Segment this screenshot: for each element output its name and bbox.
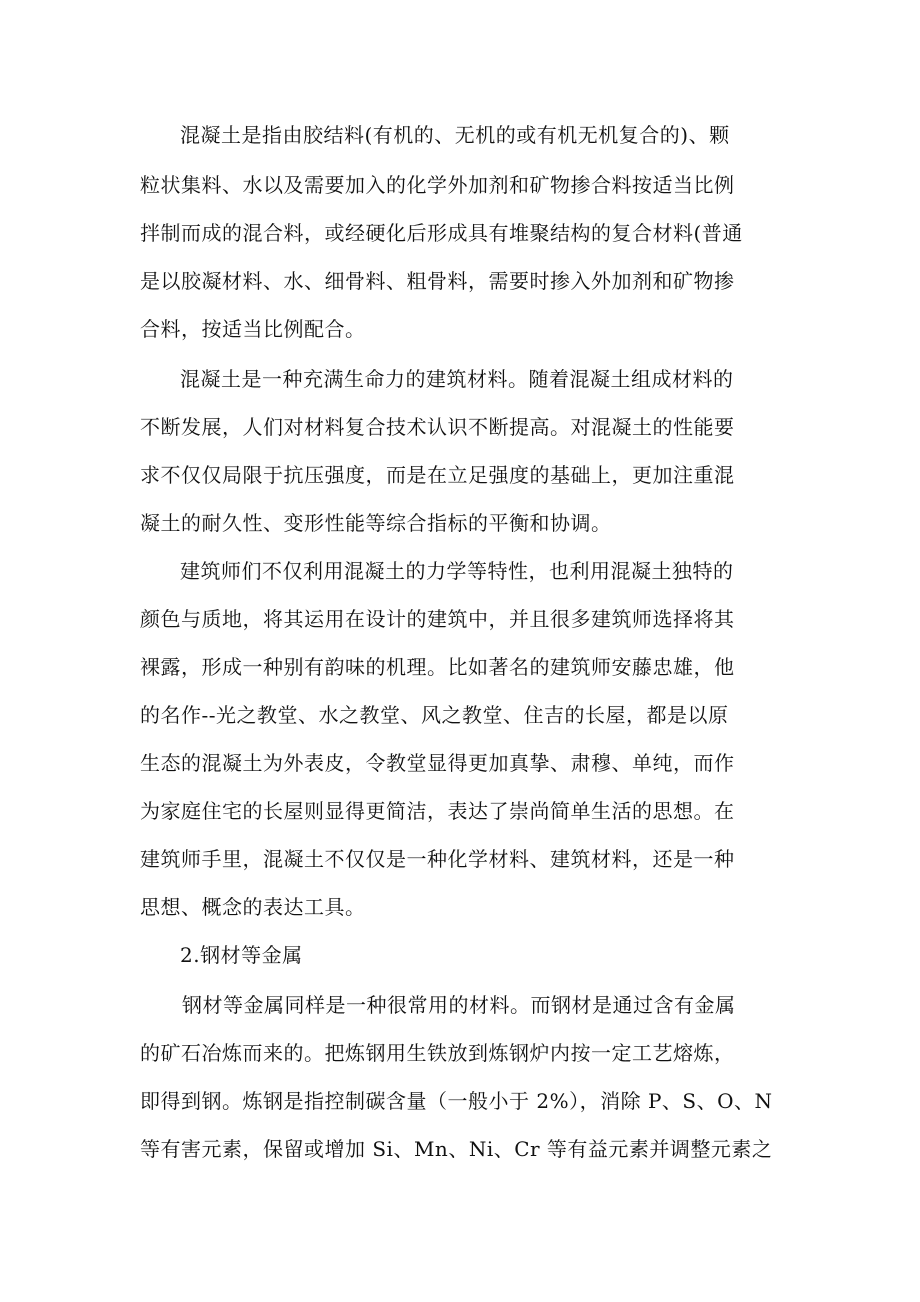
paragraph-4-line-4: 等有害元素，保留或增加 Si、Mn、Ni、Cr 等有益元素并调整元素之 xyxy=(140,1137,773,1161)
paragraph-1-line-5: 合料，按适当比例配合。 xyxy=(140,317,366,341)
paragraph-3-line-5: 生态的混凝土为外表皮，令教堂显得更加真挚、肃穆、单纯，而作 xyxy=(140,751,735,775)
paragraph-3-line-4: 的名作--光之教堂、水之教堂、风之教堂、住吉的长屋，都是以原 xyxy=(140,703,729,727)
paragraph-2-line-3: 求不仅仅局限于抗压强度，而是在立足强度的基础上，更加注重混 xyxy=(140,463,735,487)
paragraph-3-line-1: 建筑师们不仅利用混凝土的力学等特性，也利用混凝土独特的 xyxy=(180,559,734,583)
paragraph-2-line-1: 混凝土是一种充满生命力的建筑材料。随着混凝土组成材料的 xyxy=(180,367,734,391)
paragraph-4-line-2: 的矿石冶炼而来的。把炼钢用生铁放到炼钢炉内按一定工艺熔炼， xyxy=(140,1041,735,1065)
paragraph-1-line-1: 混凝土是指由胶结料(有机的、无机的或有机无机复合的)、颗 xyxy=(180,123,730,147)
paragraph-4-line-3: 即得到钢。炼钢是指控制碳含量（一般小于 2%），消除 P、S、O、N xyxy=(140,1089,773,1113)
paragraph-2-line-2: 不断发展，人们对材料复合技术认识不断提高。对混凝土的性能要 xyxy=(140,415,735,439)
paragraph-3-line-3: 裸露，形成一种别有韵味的机理。比如著名的建筑师安藤忠雄，他 xyxy=(140,655,735,679)
paragraph-1-line-3: 拌制而成的混合料，或经硬化后形成具有堆聚结构的复合材料(普通 xyxy=(140,221,743,245)
paragraph-3-line-6: 为家庭住宅的长屋则显得更简洁，表达了崇尚简单生活的思想。在 xyxy=(140,799,735,823)
paragraph-1-line-2: 粒状集料、水以及需要加入的化学外加剂和矿物掺合料按适当比例 xyxy=(140,173,735,197)
paragraph-3-line-8: 思想、概念的表达工具。 xyxy=(140,895,366,919)
paragraph-1-line-4: 是以胶凝材料、水、细骨料、粗骨料，需要时掺入外加剂和矿物掺 xyxy=(140,269,735,293)
paragraph-4-line-1: 钢材等金属同样是一种很常用的材料。而钢材是通过含有金属 xyxy=(182,993,736,1017)
paragraph-3-line-7: 建筑师手里，混凝土不仅仅是一种化学材料、建筑材料，还是一种 xyxy=(140,847,735,871)
paragraph-2-line-4: 凝土的耐久性、变形性能等综合指标的平衡和协调。 xyxy=(140,511,612,535)
section-heading: 2.钢材等金属 xyxy=(180,943,303,967)
paragraph-3-line-2: 颜色与质地，将其运用在设计的建筑中，并且很多建筑师选择将其 xyxy=(140,607,735,631)
